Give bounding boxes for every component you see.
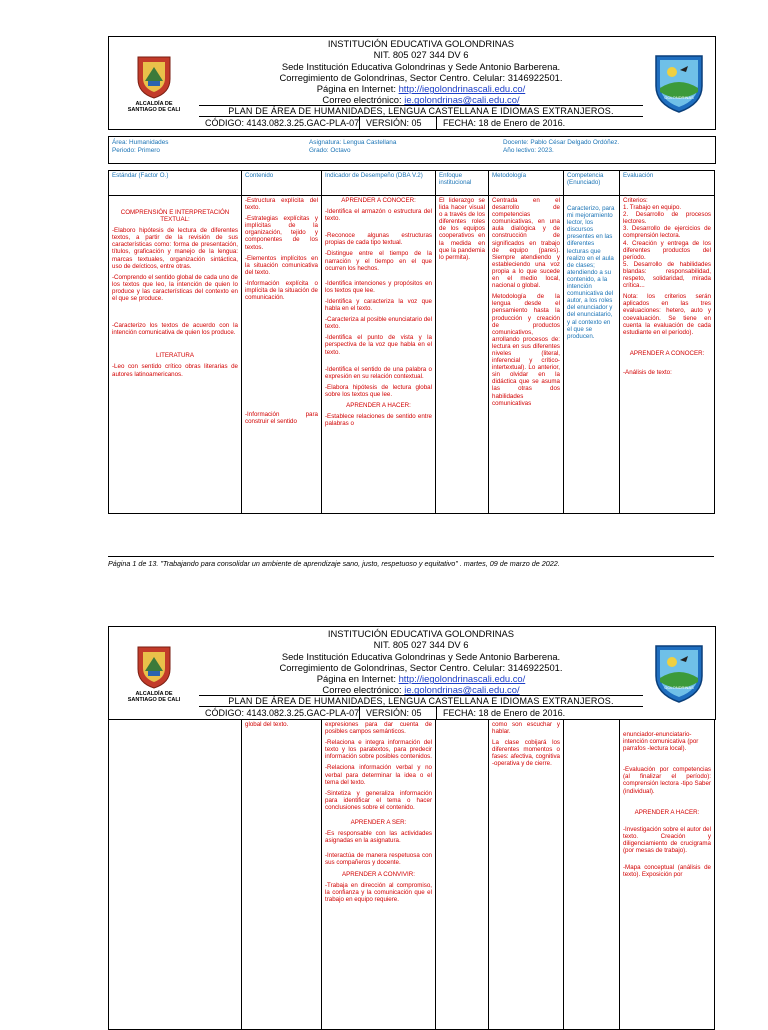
code-row [199, 706, 643, 719]
area: Área: Humanidades [112, 139, 169, 146]
periodo: Periodo: Primero [112, 147, 160, 154]
cali-logo [109, 627, 199, 719]
contenido-cell: -Estructura explícita del texto. -Estrategias explícitas y implícitas de la organización, tejido y componentes de los textos. -Elementos implícitos en la situación comunicativa del texto. -Información explícita o implícita de la situación de comunicación. -Información para construir el sentido [242, 196, 322, 514]
enfoque-cell [436, 720, 489, 1030]
header-page-2 [108, 626, 716, 720]
web-line: Página en Internet: http://iegolondrinascali.edu.co/ [316, 83, 526, 95]
code-row [199, 116, 643, 129]
nit: NIT. 805 027 344 DV 6 [373, 639, 469, 651]
school-shield-icon [652, 642, 706, 704]
plan-title: PLAN DE ÁREA DE HUMANIDADES, LENGUA CASTELLANA E IDIOMAS EXTRANJEROS. [199, 695, 643, 707]
nit: NIT. 805 027 344 DV 6 [373, 49, 469, 61]
cali-logo [109, 37, 199, 129]
version: VERSIÓN: 05 [360, 707, 437, 719]
web-line: Página en Internet: http://iegolondrinascali.edu.co/ [316, 673, 526, 685]
enfoque-cell: El liderazgo se lida hacer visual o a través de los diferentes roles de los equipos cooperativos en la medida en que la pandemia lo permita). [436, 196, 489, 514]
sede: Sede Institución Educativa Golondrinas y Sede Antonio Barberena. [281, 60, 561, 72]
col-header-estandar: Estándar (Factor O.) [109, 171, 242, 196]
email-line: Correo electrónico: ie.golondrinas@cali.edu.co/ [322, 684, 520, 696]
metodologia-cell: como son escuchar y hablar. La clase cobijará los diferentes momentos o fases: afectiva, cognitiva -operativa y de cierre. [489, 720, 564, 1030]
date: FECHA: 18 de Enero de 2016. [443, 118, 566, 128]
col-header-indicador: Indicador de Desempeño (DBA V.2) [322, 171, 436, 196]
footer-date: . martes, 09 de marzo de 2022. [459, 559, 560, 568]
plan-title: PLAN DE ÁREA DE HUMANIDADES, LENGUA CASTELLANA E IDIOMAS EXTRANJEROS. [199, 105, 643, 117]
version: VERSIÓN: 05 [360, 117, 437, 129]
course-info [108, 136, 716, 164]
table-row [109, 720, 715, 1030]
anio-lectivo: Año lectivo: 2023. [503, 147, 554, 154]
plan-table-page-2 [108, 719, 715, 1030]
svg-text:GOLONDRINAS: GOLONDRINAS [664, 95, 694, 100]
sede: Sede Institución Educativa Golondrinas y Sede Antonio Barberena. [281, 650, 561, 662]
web-link[interactable]: http://iegolondrinascali.edu.co/ [398, 673, 526, 685]
page-footer [108, 556, 714, 568]
table-header-row [109, 171, 715, 196]
col-header-contenido: Contenido [242, 171, 322, 196]
competencia-cell: Caracterizo, para mi mejoramiento lector, los discursos presentes en las diferentes lecturas que realizo en el aula de clases; atendiendo a su contenido, a la intención comunicativa del autor, a los roles del enunciador y del enunciatario, y al contexto en el que se producen. [564, 196, 620, 514]
asignatura: Asignatura: Lengua Castellana [309, 139, 397, 146]
address: Corregimiento de Golondrinas, Sector Centro. Celular: 3146922501. [279, 661, 563, 673]
competencia-cell [564, 720, 620, 1030]
code: CÓDIGO: 4143.082.3.25.GAC-PLA-07 [199, 707, 360, 719]
indicador-cell: expresiones para dar cuenta de posibles campos semánticos. -Relaciona e integra información del texto y los paratextos, para predecir información sobre posibles contenidos. -Relaciona información verbal y no verbal para determinar la idea o el tema del texto. -Sintetiza y generaliza información para identificar el tema o hacer conclusiones sobre el contenido. APRENDER A SER: -Es responsable con las actividades asignadas en la asignatura. -Interactúa de manera respetuosa con sus compañeros y docente. APRENDER A CONVIVIR: -Trabaja en dirección al compromiso, la confianza y la comunicación que el trabajo en equipo requiere. [322, 720, 436, 1030]
header-text-block [199, 627, 643, 696]
evaluacion-cell: enunciador-enunciatario-intención comunicativa (por parrafos -lectura local). -Evaluación por competencias (al finalizar el período): comprensión lectora -tipo Saber (individual). APRENDER A HACER: -Investigación sobre el autor del texto. Creación y diligenciamiento de crucigrama (por mesas de trabajo). -Mapa conceptual (análisis de texto). Exposición por [620, 720, 715, 1030]
institution-name: INSTITUCIÓN EDUCATIVA GOLONDRINAS [327, 628, 515, 639]
table-row [109, 196, 715, 514]
email-link[interactable]: ie.golondrinas@cali.edu.co/ [404, 94, 520, 106]
contenido-cell: global del texto. [242, 720, 322, 1030]
golondrinas-logo [643, 627, 715, 719]
estandar-cell: COMPRENSIÓN E INTERPRETACIÓN TEXTUAL: -Elaboro hipótesis de lectura de diferentes textos, a partir de la revisión de sus características como: forma de presentación, títulos, graficación y manejo de la lengua: marcas textuales, organización sintáctica, uso de deícticos, entre otras. -Comprendo el sentido global de cada uno de los textos que leo, la intención de quien lo produce y las características del contexto en el que se produce. -Caracterizo los textos de acuerdo con la intención comunicativa de quien los produce. LITERATURA -Leo con sentido crítico obras literarias de autores latinoamericanos. [109, 196, 242, 514]
evaluacion-cell: Criterios: 1. Trabajo en equipo. 2. Desarrollo de procesos lectores. 3. Desarrollo de ejercicios de comprensión lectora. 4. Creación y entrega de los diferentes productos del período. 5. Desarrollo de habilidades blandas: responsabilidad, respeto, solidaridad, mirada crítica... Nota: los criterios serán aplicados en las tres evaluaciones: hetero, auto y coevaluación. Se tiene en cuenta la evaluación de cada estudiante en el período). APRENDER A CONOCER: -Análisis de texto: [620, 196, 715, 514]
col-header-enfoque: Enfoque institucional [436, 171, 489, 196]
col-header-evaluacion: Evaluación [620, 171, 715, 196]
email-line: Correo electrónico: ie.golondrinas@cali.edu.co/ [322, 94, 520, 106]
institution-name: INSTITUCIÓN EDUCATIVA GOLONDRINAS [327, 38, 515, 49]
indicador-cell: APRENDER A CONOCER: -Identifica el armazón o estructura del texto. -Reconoce algunas estructuras propias de cada tipo textual. -Distingue entre el tiempo de la narración y el tiempo en el que ocurren los hechos. -Identifica intenciones y propósitos en los textos que lee. -Identifica y caracteriza la voz que habla en el texto. -Caracteriza al posible enunciatario del texto. -Identifica el punto de vista y la perspectiva de la voz que habla en el texto. -Identifica el sentido de una palabra o expresión en su relación contextual. -Elabora hipótesis de lectura global sobre los textos que lee. APRENDER A HACER: -Establece relaciones de sentido entre palabras o [322, 196, 436, 514]
web-link[interactable]: http://iegolondrinascali.edu.co/ [398, 83, 526, 95]
cali-shield-icon [135, 643, 173, 689]
header-text-block [199, 37, 643, 106]
col-header-metodologia: Metodología [489, 171, 564, 196]
svg-text:GOLONDRINAS: GOLONDRINAS [664, 685, 694, 690]
grado: Grado: Octavo [309, 147, 351, 154]
plan-table-page-1 [108, 170, 715, 514]
cali-logo-text: ALCALDÍA DE SANTIAGO DE CALI [127, 100, 181, 113]
metodologia-cell: Centrada en el desarrollo de competencias comunicativas, en una aula dialógica y de construcción de significados en trabajo de equipo (pares). Siempre atendiendo y estableciendo una voz propia a lo que sucede en el medio local, nacional o global. Metodología de la lengua desde el pensamiento hasta la producción y creación de productos comunicativos, arrollando procesos de: lectura en sus diferentes niveles (literal, inferencial y crítico-intertextual). Lo anterior, sin olvidar en la didáctica que se asuma las otras dos habilidades comunicativas [489, 196, 564, 514]
page-number: Página 1 de 13. [108, 559, 159, 568]
email-link[interactable]: ie.golondrinas@cali.edu.co/ [404, 684, 520, 696]
golondrinas-logo [643, 37, 715, 129]
header-page-1 [108, 36, 716, 130]
code: CÓDIGO: 4143.082.3.25.GAC-PLA-07 [199, 117, 360, 129]
col-header-competencia: Competencia (Enunciado) [564, 171, 620, 196]
docente: Docente: Pablo César Delgado Ordóñez. [503, 139, 620, 146]
cali-logo-text: ALCALDÍA DE SANTIAGO DE CALI [127, 690, 181, 703]
date: FECHA: 18 de Enero de 2016. [443, 708, 566, 718]
motto: "Trabajando para consolidar un ambiente de aprendizaje sano, justo, respetuoso y equitativo" [160, 559, 458, 568]
school-shield-icon [652, 52, 706, 114]
estandar-cell [109, 720, 242, 1030]
cali-shield-icon [135, 53, 173, 99]
address: Corregimiento de Golondrinas, Sector Centro. Celular: 3146922501. [279, 71, 563, 83]
